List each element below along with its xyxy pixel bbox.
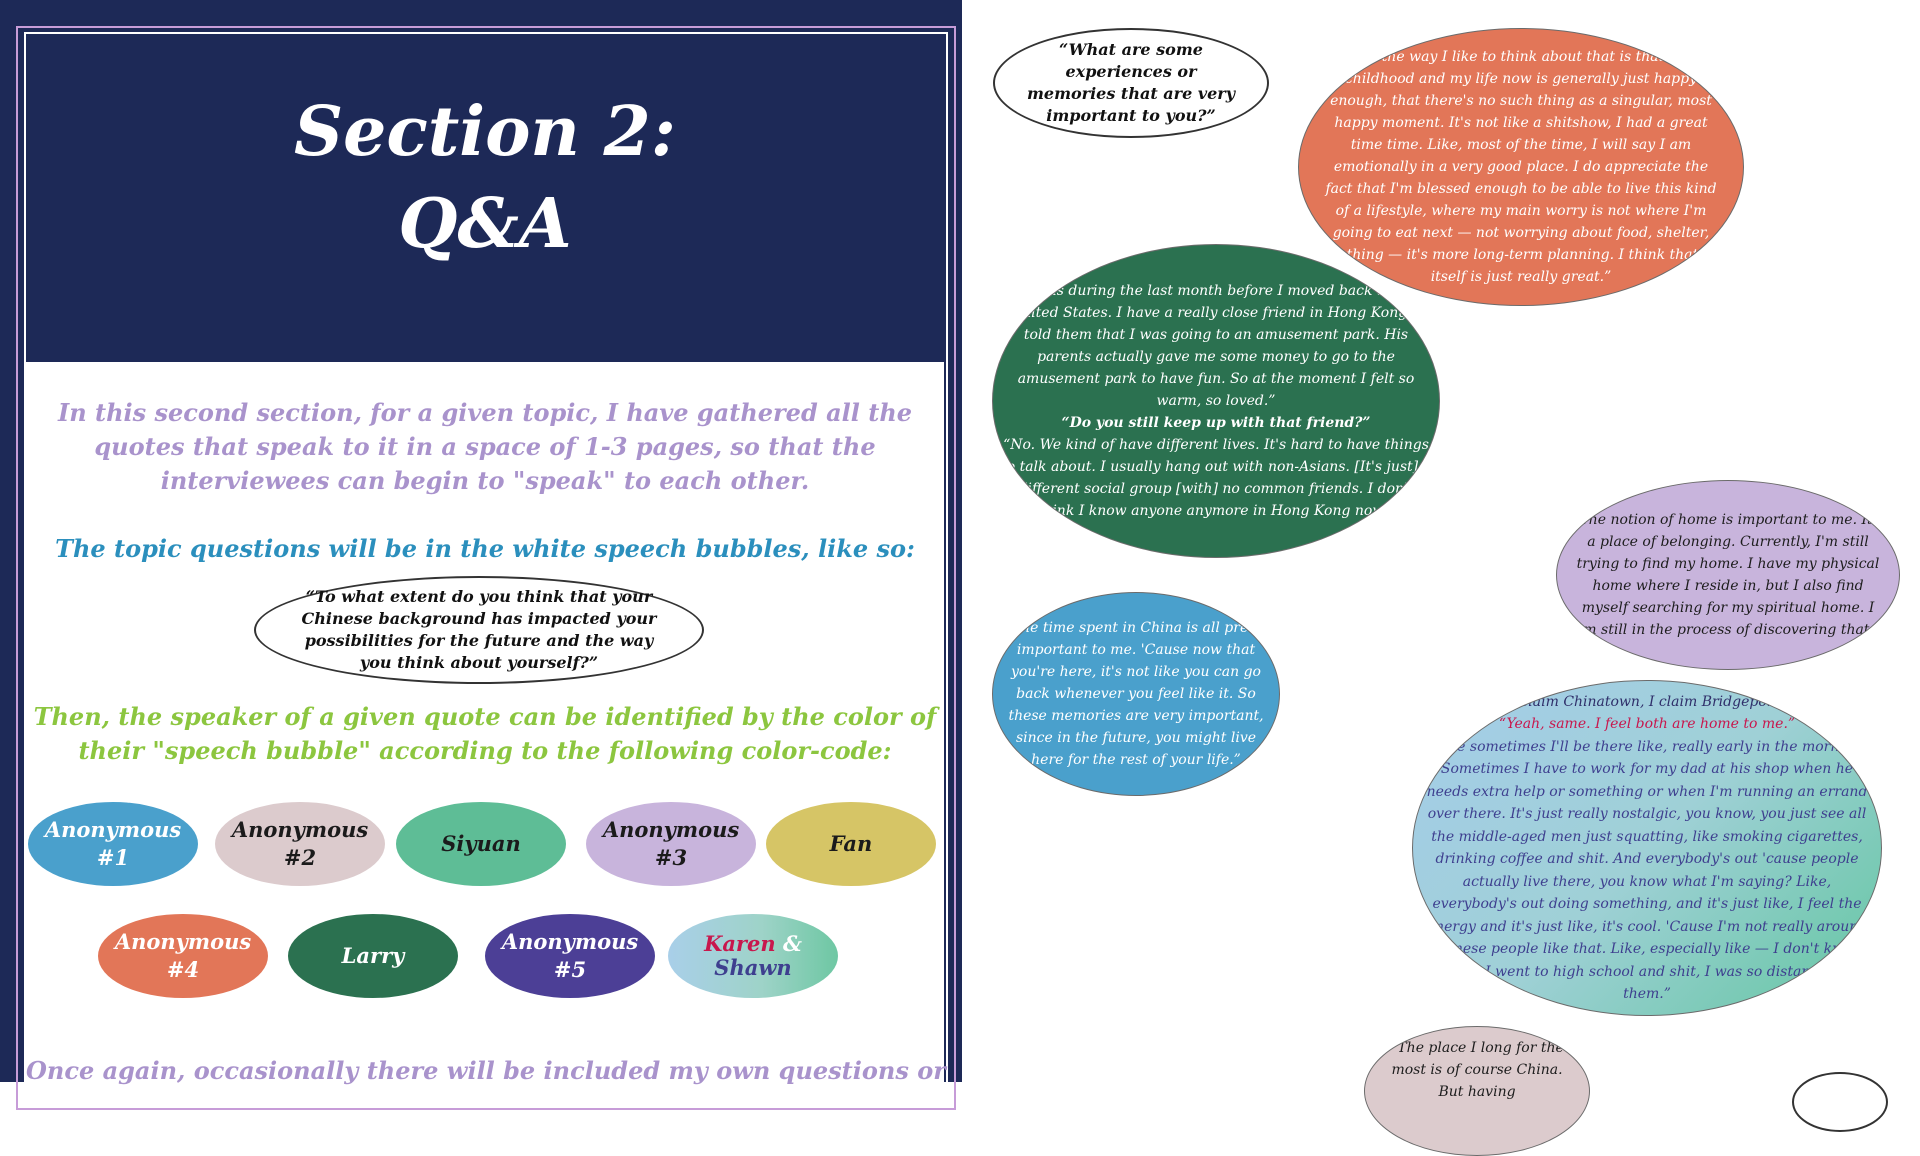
- legend-karen-label: Karen: [704, 931, 776, 956]
- legend-label: Anonymous #3: [602, 817, 740, 870]
- interviewer-question-text: “Do you still keep up with that friend?”: [1061, 415, 1371, 431]
- quote-text: “It was during the last month before I moved back to the United States. I have a really close friend in Hong Kong. I told them that I was going to an amusement park. His parents actually gave me some money to go to the amusement park to have fun. So at the moment I felt so warm, so loved.”: [1010, 283, 1422, 409]
- question-text: “What are some experiences or memories that are very important to you?”: [1026, 40, 1236, 125]
- legend-label: Larry: [341, 943, 405, 968]
- topic-explanation: The topic questions will be in the white speech bubbles, like so:: [55, 534, 915, 563]
- legend-anonymous-4: [98, 914, 268, 998]
- quote-bubble-anonymous-1: [992, 592, 1280, 796]
- title-line-1: Section 2:: [294, 92, 676, 172]
- quote-bubble-anonymous-3: [1556, 480, 1900, 670]
- legend-label: Anonymous #4: [114, 929, 252, 982]
- closing-paragraph: Once again, occasionally there will be included my own questions or: [26, 1056, 946, 1085]
- legend-fan: [766, 802, 936, 886]
- quote-text: “The notion of home is important to me. It's a place of belonging. Currently, I'm still trying to find my home. I have my physical home where I reside in, but I also find myself searching for my spiritual home. I am still in the process of discovering that.”: [1572, 512, 1884, 638]
- legend-label: Anonymous #5: [501, 929, 639, 982]
- quote-text: “The place I long for the most is of course China. But having: [1390, 1040, 1564, 1100]
- legend-anonymous-2: [215, 802, 385, 886]
- legend-label: Anonymous #1: [44, 817, 182, 870]
- intro-paragraph: In this second section, for a given topic, I have gathered all the quotes that speak to it in a space of 1-3 pages, so that the interviewees can begin to "speak" to each other.: [57, 398, 913, 495]
- quote-bubble-anonymous-4: [1298, 28, 1744, 306]
- legend-anonymous-1: [28, 802, 198, 886]
- legend-shawn-label: Shawn: [714, 955, 792, 980]
- legend-anonymous-5: [485, 914, 655, 998]
- quote-text: “The time spent in China is all pretty important to me. 'Cause now that you're here, it's not like you can go back whenever you feel like it. So these memories are very important, since in the future, you might live here for the rest of your life.”: [1004, 620, 1268, 768]
- legend-karen-shawn: [668, 914, 838, 998]
- legend-label: Fan: [829, 831, 873, 856]
- quote-text: “No. We kind of have different lives. It's hard to have things to talk about. I usually hang out with non-Asians. [It's just] a different social group [with] no common friends. I don't think I know anyone anymore in Hong Kong now.”: [1001, 437, 1431, 519]
- legend-label: Anonymous #2: [231, 817, 369, 870]
- legend-anonymous-3: [586, 802, 756, 886]
- quote-text: “I claim Chinatown, I claim Bridgeport.”: [1503, 693, 1791, 710]
- quote-text: “Yeah, same. I feel both are home to me.”: [1498, 716, 1796, 732]
- question-bubble-partial: [1792, 1072, 1888, 1132]
- quote-bubble-anonymous-2: [1364, 1026, 1590, 1156]
- legend-ampersand: &: [782, 931, 802, 956]
- legend-siyuan: [396, 802, 566, 886]
- example-question-bubble: [254, 576, 704, 684]
- title-line-2: Q&A: [398, 184, 572, 264]
- quote-bubble-karen-shawn: [1412, 680, 1882, 1016]
- quote-text: “Like sometimes I'll be there like, really early in the morning. Sometimes I have to work for my dad at his shop when he needs extra help or something or when I'm running an errand over there. It's just really nostalgic, you know, you just see all the middle-aged men just squatting, like smoking cigarettes, drinking coffee and shit. And everybody's out 'cause people actually live there, you know what I'm saying? Like, everybody's out doing something, and it's just like, I feel the energy and it's just like, it's cool. 'Cause I'm not really around Chinese people like that. Like, especially like — I don't know. When I went to high school and shit, I was so distant from them.”: [1426, 738, 1868, 1002]
- example-question-text: “To what extent do you think that your Chinese background has impacted your possibilities for the future and the way you think about yourself?”: [301, 587, 657, 672]
- section-title: [26, 34, 944, 362]
- legend-label: Siyuan: [441, 831, 521, 856]
- quote-text: “So the way I like to think about that is that my childhood and my life now is generally just happy enough, that there's no such thing as a singular, most happy moment. It's not like a shitshow, I had a great time time. Like, most of the time, I will say I am emotionally in a very good place. I do appreciate the fact that I'm blessed enough to be able to live this kind of a lifestyle, where my main worry is not where I'm going to eat next — not worrying about food, shelter, clothing — it's more long-term planning. I think that in itself is just really great.”: [1325, 49, 1717, 285]
- quote-bubble-larry: [992, 244, 1440, 558]
- color-code-explanation: Then, the speaker of a given quote can be identified by the color of their "speech bubble" according to the following color-code:: [33, 702, 937, 765]
- legend-larry: [288, 914, 458, 998]
- question-bubble: [993, 28, 1269, 138]
